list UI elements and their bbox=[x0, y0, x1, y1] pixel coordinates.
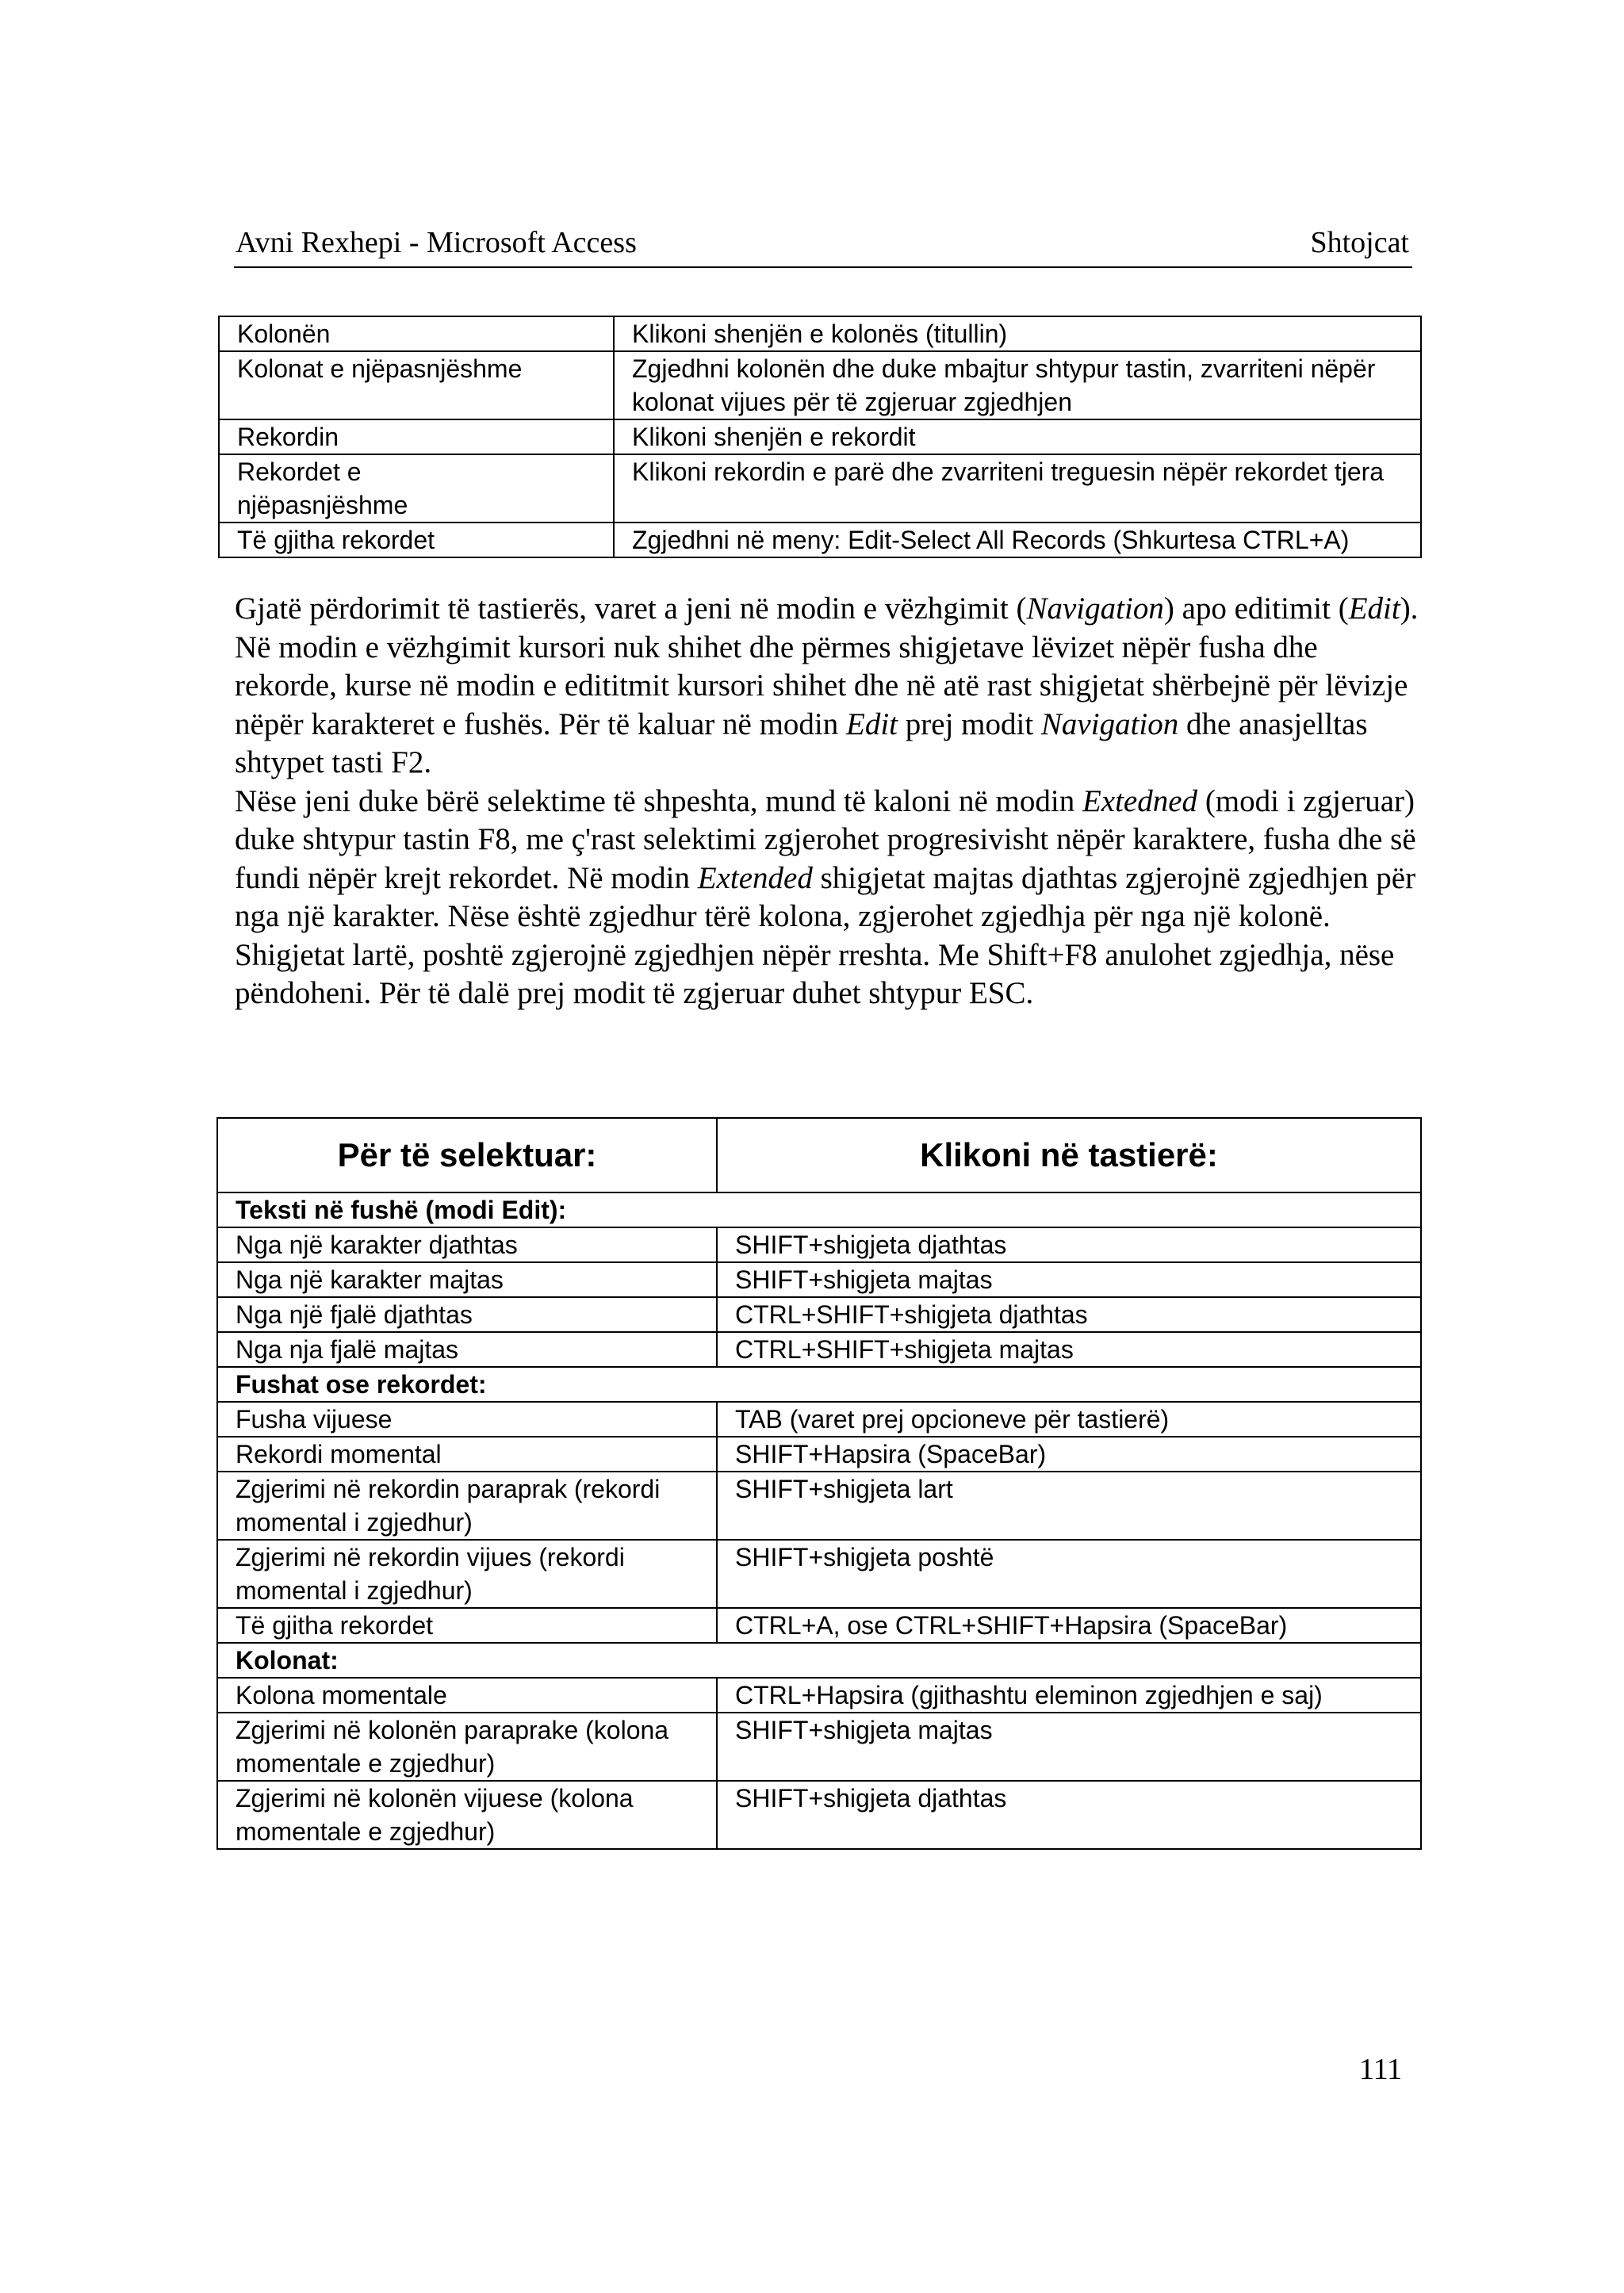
table-row bbox=[217, 1227, 1421, 1262]
keyboard-shortcuts-table bbox=[216, 1117, 1422, 1850]
table-row bbox=[219, 523, 1421, 557]
table-row bbox=[219, 316, 1421, 351]
italic-term: Extended bbox=[697, 860, 813, 895]
table-row bbox=[217, 1540, 1421, 1608]
text: prej modit bbox=[898, 706, 1041, 741]
table-row bbox=[219, 419, 1421, 454]
text: shigjetat majtas djathtas zgjerojnë zgjedhjen për nga një karakter. Nëse është zgjedhur tërë kolona, zgjerohet zgjedhja për nga një kolonë. Shigjetat lartë, poshtë zgjerojnë zgjedhjen nëpër rreshta. Me Shift+F8 anulohet zgjedhja, nëse pëndoheni. Për të dalë prej modit të zgjeruar duhet shtypur ESC. bbox=[235, 860, 1416, 1010]
table-cell: Të gjitha rekordet bbox=[219, 523, 614, 557]
table-row bbox=[217, 1437, 1421, 1472]
table-cell: SHIFT+shigjeta djathtas bbox=[717, 1227, 1421, 1262]
table-cell: SHIFT+shigjeta poshtë bbox=[717, 1540, 1421, 1608]
table-cell: Zgjerimi në rekordin paraprak (rekordi momental i zgjedhur) bbox=[217, 1472, 717, 1540]
table-cell: SHIFT+shigjeta lart bbox=[717, 1472, 1421, 1540]
table-cell: Klikoni rekordin e parë dhe zvarriteni treguesin nëpër rekordet tjera bbox=[614, 454, 1421, 523]
selection-mouse-table bbox=[218, 316, 1422, 558]
text: ). Në modin e vëzhgimit kursori nuk shihet dhe përmes shigjetave lëvizet nëpër fusha dhe rekorde, kurse në modin e edititmit kursori shihet dhe në atë rast shigjetat shërbejnë për lëvizje nëpër karakteret e fushës. Për të kaluar në modin bbox=[235, 591, 1419, 741]
page-number: 111 bbox=[1359, 2053, 1403, 2086]
table-cell: Fusha vijuese bbox=[217, 1402, 717, 1437]
table-cell: Zgjerimi në kolonën vijuese (kolona momentale e zgjedhur) bbox=[217, 1781, 717, 1849]
table-cell: SHIFT+shigjeta majtas bbox=[717, 1262, 1421, 1297]
table-cell: SHIFT+shigjeta djathtas bbox=[717, 1781, 1421, 1849]
table-row bbox=[217, 1713, 1421, 1781]
table-cell: Rekordin bbox=[219, 419, 614, 454]
header-section: Shtojcat bbox=[1310, 226, 1409, 259]
italic-term: Extedned bbox=[1082, 783, 1198, 818]
table-cell: Kolonat e njëpasnjëshme bbox=[219, 351, 614, 419]
italic-term: Edit bbox=[1348, 591, 1400, 626]
table-row bbox=[217, 1332, 1421, 1367]
table-row bbox=[217, 1402, 1421, 1437]
table-row bbox=[217, 1262, 1421, 1297]
table-cell: Zgjerimi në kolonën paraprake (kolona momentale e zgjedhur) bbox=[217, 1713, 717, 1781]
table-cell: Nga një karakter djathtas bbox=[217, 1227, 717, 1262]
table-cell: SHIFT+shigjeta majtas bbox=[717, 1713, 1421, 1781]
table-cell: CTRL+Hapsira (gjithashtu eleminon zgjedhjen e saj) bbox=[717, 1678, 1421, 1713]
section-label: Teksti në fushë (modi Edit): bbox=[217, 1192, 1421, 1227]
table-cell: TAB (varet prej opcioneve për tastierë) bbox=[717, 1402, 1421, 1437]
section-label: Kolonat: bbox=[217, 1643, 1421, 1678]
table-row bbox=[217, 1472, 1421, 1540]
table-cell: Zgjedhni në meny: Edit-Select All Records (Shkurtesa CTRL+A) bbox=[614, 523, 1421, 557]
body-paragraph bbox=[235, 590, 1424, 1013]
italic-term: Navigation bbox=[1040, 706, 1179, 741]
table-cell: Kolonën bbox=[219, 316, 614, 351]
table-row bbox=[219, 454, 1421, 523]
table-cell: Nga një karakter majtas bbox=[217, 1262, 717, 1297]
text: (modi i zgjeruar) duke shtypur tastin F8, me ç'rast selektimi zgjerohet progresivisht nëpër karaktere, fusha dhe së fundi nëpër krejt rekordet. Në modin bbox=[235, 783, 1416, 895]
header-title: Avni Rexhepi - Microsoft Access bbox=[236, 226, 637, 259]
column-header: Klikoni në tastierë: bbox=[717, 1118, 1421, 1192]
italic-term: Navigation bbox=[1026, 591, 1164, 626]
table-row bbox=[217, 1608, 1421, 1643]
table-cell: Zgjedhni kolonën dhe duke mbajtur shtypur tastin, zvarriteni nëpër kolonat vijues për të zgjeruar zgjedhjen bbox=[614, 351, 1421, 419]
table-row bbox=[219, 351, 1421, 419]
italic-term: Edit bbox=[846, 706, 898, 741]
section-row bbox=[217, 1367, 1421, 1402]
table-cell: Nga nja fjalë majtas bbox=[217, 1332, 717, 1367]
section-row bbox=[217, 1192, 1421, 1227]
section-row bbox=[217, 1643, 1421, 1678]
table-cell: Kolona momentale bbox=[217, 1678, 717, 1713]
text: ) apo editimit ( bbox=[1163, 591, 1349, 626]
text: Nëse jeni duke bërë selektime të shpeshta, mund të kaloni në modin bbox=[235, 783, 1082, 818]
table-cell: CTRL+SHIFT+shigjeta djathtas bbox=[717, 1297, 1421, 1332]
table-cell: Zgjerimi në rekordin vijues (rekordi momental i zgjedhur) bbox=[217, 1540, 717, 1608]
text: Gjatë përdorimit të tastierës, varet a jeni në modin e vëzhgimit ( bbox=[235, 591, 1027, 626]
table-cell: Klikoni shenjën e rekordit bbox=[614, 419, 1421, 454]
table-cell: Rekordet e njëpasnjëshme bbox=[219, 454, 614, 523]
table-cell: Rekordi momental bbox=[217, 1437, 717, 1472]
table-cell: Të gjitha rekordet bbox=[217, 1608, 717, 1643]
section-label: Fushat ose rekordet: bbox=[217, 1367, 1421, 1402]
table-cell: CTRL+SHIFT+shigjeta majtas bbox=[717, 1332, 1421, 1367]
table-cell: SHIFT+Hapsira (SpaceBar) bbox=[717, 1437, 1421, 1472]
column-header: Për të selektuar: bbox=[217, 1118, 717, 1192]
table-header-row bbox=[217, 1118, 1421, 1192]
table-row bbox=[217, 1781, 1421, 1849]
text: dhe anasjelltas shtypet tasti F2. bbox=[235, 706, 1368, 779]
page-header bbox=[234, 224, 1412, 268]
table-cell: Klikoni shenjën e kolonës (titullin) bbox=[614, 316, 1421, 351]
table-cell: CTRL+A, ose CTRL+SHIFT+Hapsira (SpaceBar) bbox=[717, 1608, 1421, 1643]
table-row bbox=[217, 1678, 1421, 1713]
table-row bbox=[217, 1297, 1421, 1332]
table-cell: Nga një fjalë djathtas bbox=[217, 1297, 717, 1332]
